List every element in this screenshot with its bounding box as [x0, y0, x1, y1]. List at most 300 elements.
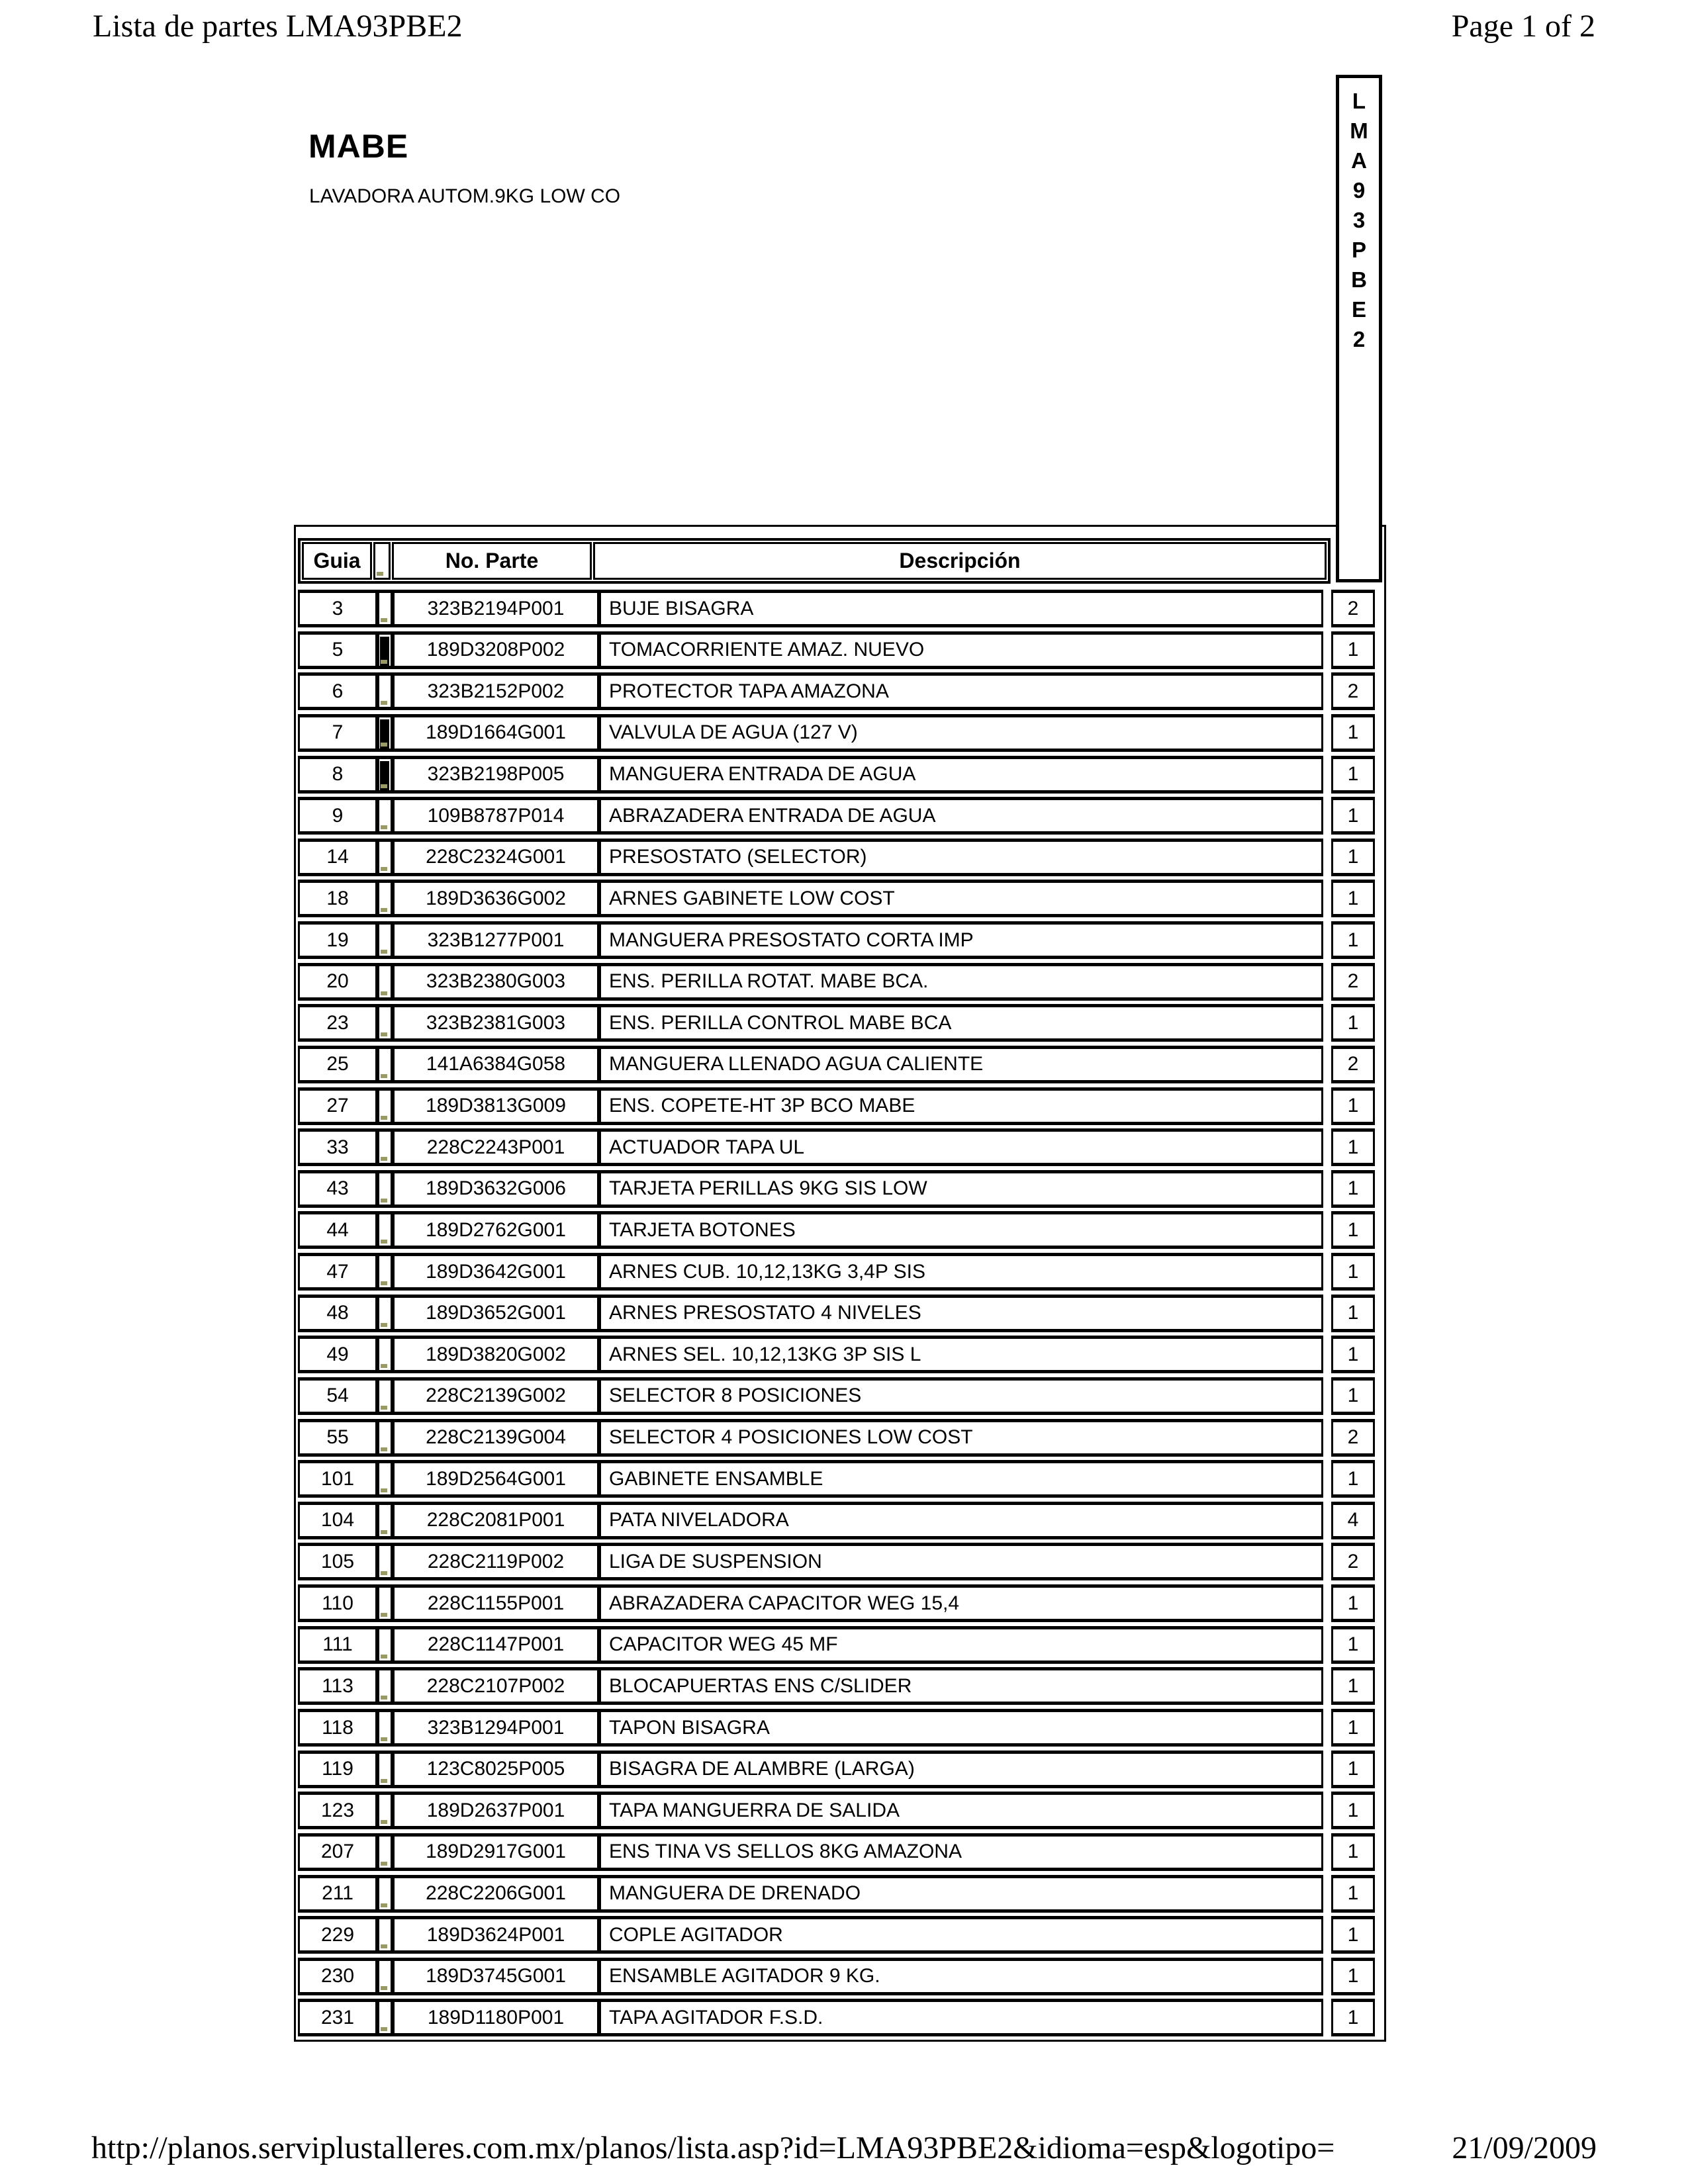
artifact-dash: [381, 1944, 387, 1948]
cell-description: ENS. PERILLA ROTAT. MABE BCA.: [599, 963, 1323, 1001]
table-row: [298, 1004, 1375, 1042]
cell-description: ENSAMBLE AGITADOR 9 KG.: [599, 1958, 1323, 1995]
cell-part-number: 228C1147P001: [393, 1626, 599, 1664]
cell-guia: 118: [298, 1709, 377, 1747]
table-row: [298, 839, 1375, 876]
cell-guia: 101: [298, 1460, 377, 1498]
artifact-dash: [381, 1530, 387, 1534]
cell-description: SELECTOR 8 POSICIONES: [599, 1377, 1323, 1415]
row-gap: [1323, 880, 1331, 917]
cell-quantity: 1: [1331, 1004, 1375, 1042]
table-row: [298, 797, 1375, 835]
cell-description: TAPON BISAGRA: [599, 1709, 1323, 1747]
artifact-dash: [381, 2027, 387, 2031]
artifact-dash: [381, 1655, 387, 1659]
model-letter: P: [1351, 238, 1366, 262]
cell-marker: [377, 1046, 393, 1083]
cell-description: ARNES SEL. 10,12,13KG 3P SIS L: [599, 1336, 1323, 1373]
cell-part-number: 228C2139G002: [393, 1377, 599, 1415]
cell-marker: [377, 1833, 393, 1871]
model-letter: A: [1351, 148, 1367, 173]
cell-part-number: 189D3820G002: [393, 1336, 599, 1373]
artifact-dash: [381, 1903, 387, 1907]
table-row: [298, 1792, 1375, 1829]
column-header-guia: Guia: [302, 542, 372, 580]
cell-guia: 6: [298, 672, 377, 710]
cell-marker: [377, 1336, 393, 1373]
cell-quantity: 1: [1331, 1211, 1375, 1249]
cell-part-number: 189D3624P001: [393, 1916, 599, 1954]
table-row: [298, 714, 1375, 752]
cell-guia: 111: [298, 1626, 377, 1664]
table-row: [298, 1170, 1375, 1208]
row-gap: [1323, 1999, 1331, 2036]
cell-description: PRESOSTATO (SELECTOR): [599, 839, 1323, 876]
cell-part-number: 323B2198P005: [393, 756, 599, 794]
cell-marker: [377, 839, 393, 876]
cell-quantity: 1: [1331, 1626, 1375, 1664]
cell-guia: 48: [298, 1295, 377, 1332]
cell-marker: [377, 1170, 393, 1208]
table-row: [298, 1377, 1375, 1415]
table-row: [298, 672, 1375, 710]
cell-description: COPLE AGITADOR: [599, 1916, 1323, 1954]
cell-description: ABRAZADERA CAPACITOR WEG 15,4: [599, 1584, 1323, 1622]
cell-part-number: 228C2324G001: [393, 839, 599, 876]
cell-marker: [377, 1004, 393, 1042]
artifact-dash: [381, 1032, 387, 1036]
model-letter: B: [1351, 267, 1367, 292]
cell-part-number: 109B8787P014: [393, 797, 599, 835]
column-header-parte: No. Parte: [392, 542, 592, 580]
cell-guia: 3: [298, 590, 377, 627]
table-row: [298, 1543, 1375, 1580]
cell-marker: [377, 1875, 393, 1913]
cell-part-number: 228C2107P002: [393, 1667, 599, 1705]
cell-description: SELECTOR 4 POSICIONES LOW COST: [599, 1419, 1323, 1457]
cell-part-number: 323B1277P001: [393, 921, 599, 959]
cell-marker: [377, 756, 393, 794]
row-gap: [1323, 1170, 1331, 1208]
cell-description: ENS TINA VS SELLOS 8KG AMAZONA: [599, 1833, 1323, 1871]
cell-part-number: 189D3652G001: [393, 1295, 599, 1332]
artifact-dash: [381, 908, 387, 912]
cell-guia: 33: [298, 1128, 377, 1166]
row-gap: [1323, 1087, 1331, 1125]
cell-guia: 25: [298, 1046, 377, 1083]
cell-guia: 5: [298, 631, 377, 669]
cell-part-number: 189D3813G009: [393, 1087, 599, 1125]
cell-quantity: 1: [1331, 921, 1375, 959]
cell-guia: 20: [298, 963, 377, 1001]
column-header-marker: [373, 542, 391, 580]
cell-quantity: 1: [1331, 1460, 1375, 1498]
cell-description: LIGA DE SUSPENSION: [599, 1543, 1323, 1580]
cell-marker: [377, 714, 393, 752]
cell-quantity: 1: [1331, 714, 1375, 752]
row-gap: [1323, 1419, 1331, 1457]
cell-quantity: 1: [1331, 1999, 1375, 2036]
cell-description: TOMACORRIENTE AMAZ. NUEVO: [599, 631, 1323, 669]
cell-description: GABINETE ENSAMBLE: [599, 1460, 1323, 1498]
cell-marker: [377, 1419, 393, 1457]
cell-part-number: 228C2139G004: [393, 1419, 599, 1457]
cell-part-number: 189D3745G001: [393, 1958, 599, 1995]
cell-marker: [377, 1626, 393, 1664]
artifact-dash: [381, 1074, 387, 1078]
row-gap: [1323, 1626, 1331, 1664]
cell-description: MANGUERA DE DRENADO: [599, 1875, 1323, 1913]
cell-quantity: 1: [1331, 1709, 1375, 1747]
column-header-descripcion: Descripción: [593, 542, 1327, 580]
table-row: [298, 1460, 1375, 1498]
footer-date: 21/09/2009: [1452, 2130, 1597, 2165]
cell-part-number: 228C2081P001: [393, 1502, 599, 1539]
row-gap: [1323, 839, 1331, 876]
artifact-dash: [381, 950, 387, 954]
table-row: [298, 756, 1375, 794]
artifact-dash: [381, 1613, 387, 1617]
artifact-dash: [381, 1281, 387, 1285]
table-row: [298, 921, 1375, 959]
model-letter: L: [1352, 89, 1366, 113]
cell-description: TARJETA BOTONES: [599, 1211, 1323, 1249]
artifact-dash: [381, 1779, 387, 1783]
table-row: [298, 1751, 1375, 1788]
page-number: Page 1 of 2: [1451, 9, 1595, 44]
cell-marker: [377, 1999, 393, 2036]
table-row: [298, 1667, 1375, 1705]
row-gap: [1323, 1253, 1331, 1291]
cell-description: ARNES PRESOSTATO 4 NIVELES: [599, 1295, 1323, 1332]
row-gap: [1323, 921, 1331, 959]
brand-name: MABE: [308, 128, 409, 165]
cell-guia: 123: [298, 1792, 377, 1829]
artifact-dash: [381, 784, 387, 788]
row-gap: [1323, 756, 1331, 794]
table-row: [298, 1295, 1375, 1332]
cell-guia: 110: [298, 1584, 377, 1622]
table-row: [298, 880, 1375, 917]
table-row: [298, 1502, 1375, 1539]
cell-quantity: 1: [1331, 839, 1375, 876]
row-gap: [1323, 631, 1331, 669]
cell-marker: [377, 1584, 393, 1622]
document-title: Lista de partes LMA93PBE2: [93, 9, 463, 44]
cell-quantity: 2: [1331, 1543, 1375, 1580]
artifact-dash: [381, 825, 387, 829]
row-gap: [1323, 1709, 1331, 1747]
cell-description: ACTUADOR TAPA UL: [599, 1128, 1323, 1166]
table-row: [298, 963, 1375, 1001]
artifact-dash: [381, 1820, 387, 1824]
artifact-dash: [381, 1696, 387, 1700]
cell-marker: [377, 631, 393, 669]
cell-part-number: 323B2381G003: [393, 1004, 599, 1042]
cell-guia: 119: [298, 1751, 377, 1788]
artifact-dash: [381, 1116, 387, 1120]
model-letter: 9: [1352, 178, 1366, 203]
table-row: [298, 631, 1375, 669]
row-gap: [1323, 1377, 1331, 1415]
cell-marker: [377, 1253, 393, 1291]
cell-quantity: 2: [1331, 963, 1375, 1001]
cell-description: ABRAZADERA ENTRADA DE AGUA: [599, 797, 1323, 835]
cell-guia: 27: [298, 1087, 377, 1125]
cell-part-number: 141A6384G058: [393, 1046, 599, 1083]
cell-marker: [377, 921, 393, 959]
table-row: [298, 1958, 1375, 1995]
cell-part-number: 228C2119P002: [393, 1543, 599, 1580]
row-gap: [1323, 1460, 1331, 1498]
cell-quantity: 1: [1331, 1916, 1375, 1954]
table-row: [298, 1626, 1375, 1664]
cell-quantity: 1: [1331, 1336, 1375, 1373]
cell-marker: [377, 1087, 393, 1125]
cell-guia: 207: [298, 1833, 377, 1871]
cell-guia: 54: [298, 1377, 377, 1415]
artifact-dash: [381, 660, 387, 664]
cell-marker: [377, 1792, 393, 1829]
cell-description: BLOCAPUERTAS ENS C/SLIDER: [599, 1667, 1323, 1705]
cell-quantity: 1: [1331, 631, 1375, 669]
table-row: [298, 1833, 1375, 1871]
table-bottom-border: [294, 2040, 1386, 2042]
cell-description: VALVULA DE AGUA (127 V): [599, 714, 1323, 752]
artifact-dash: [381, 743, 387, 747]
footer-url: http://planos.serviplustalleres.com.mx/planos/lista.asp?id=LMA93PBE2&idioma=esp&logotipo=: [91, 2130, 1335, 2165]
row-gap: [1323, 1295, 1331, 1332]
cell-description: ARNES GABINETE LOW COST: [599, 880, 1323, 917]
cell-part-number: 323B1294P001: [393, 1709, 599, 1747]
model-code-vertical-box: [1336, 75, 1382, 582]
cell-description: ENS. PERILLA CONTROL MABE BCA: [599, 1004, 1323, 1042]
cell-quantity: 1: [1331, 880, 1375, 917]
cell-guia: 18: [298, 880, 377, 917]
table-row: [298, 1709, 1375, 1747]
cell-guia: 113: [298, 1667, 377, 1705]
table-row: [298, 1999, 1375, 2036]
cell-quantity: 1: [1331, 1958, 1375, 1995]
cell-guia: 55: [298, 1419, 377, 1457]
cell-part-number: 323B2380G003: [393, 963, 599, 1001]
table-row: [298, 1087, 1375, 1125]
artifact-dash: [381, 1323, 387, 1327]
cell-quantity: 1: [1331, 1377, 1375, 1415]
cell-quantity: 1: [1331, 797, 1375, 835]
cell-guia: 49: [298, 1336, 377, 1373]
cell-guia: 230: [298, 1958, 377, 1995]
cell-quantity: 2: [1331, 1419, 1375, 1457]
cell-description: BUJE BISAGRA: [599, 590, 1323, 627]
cell-part-number: 189D2917G001: [393, 1833, 599, 1871]
artifact-dash: [381, 618, 387, 622]
cell-description: TAPA MANGUERRA DE SALIDA: [599, 1792, 1323, 1829]
cell-guia: 231: [298, 1999, 377, 2036]
cell-quantity: 2: [1331, 1046, 1375, 1083]
cell-marker: [377, 1916, 393, 1954]
cell-guia: 104: [298, 1502, 377, 1539]
table-row: [298, 1211, 1375, 1249]
row-gap: [1323, 1336, 1331, 1373]
model-letter: 2: [1352, 327, 1366, 351]
row-gap: [1323, 672, 1331, 710]
cell-part-number: 189D2637P001: [393, 1792, 599, 1829]
artifact-dash: [381, 1364, 387, 1368]
cell-quantity: 1: [1331, 1792, 1375, 1829]
artifact-dash: [381, 1488, 387, 1492]
cell-marker: [377, 1751, 393, 1788]
cell-guia: 105: [298, 1543, 377, 1580]
row-gap: [1323, 1046, 1331, 1083]
cell-quantity: 1: [1331, 756, 1375, 794]
cell-quantity: 1: [1331, 1170, 1375, 1208]
cell-quantity: 1: [1331, 1253, 1375, 1291]
artifact-dash: [381, 1406, 387, 1410]
cell-description: ENS. COPETE-HT 3P BCO MABE: [599, 1087, 1323, 1125]
cell-part-number: 323B2152P002: [393, 672, 599, 710]
artifact-dash: [381, 1571, 387, 1575]
row-gap: [1323, 1543, 1331, 1580]
cell-marker: [377, 1502, 393, 1539]
artifact-dash: [381, 1447, 387, 1451]
row-gap: [1323, 797, 1331, 835]
cell-guia: 229: [298, 1916, 377, 1954]
cell-marker: [377, 1667, 393, 1705]
cell-quantity: 1: [1331, 1087, 1375, 1125]
artifact-dash: [381, 1986, 387, 1990]
cell-marker: [377, 1460, 393, 1498]
row-gap: [1323, 714, 1331, 752]
table-row: [298, 1336, 1375, 1373]
row-gap: [1323, 1751, 1331, 1788]
table-row: [298, 1128, 1375, 1166]
cell-marker: [377, 1377, 393, 1415]
cell-quantity: 1: [1331, 1667, 1375, 1705]
cell-quantity: 1: [1331, 1875, 1375, 1913]
row-gap: [1323, 1958, 1331, 1995]
cell-guia: 7: [298, 714, 377, 752]
cell-part-number: 189D3642G001: [393, 1253, 599, 1291]
artifact-dash: [377, 572, 383, 576]
cell-guia: 43: [298, 1170, 377, 1208]
artifact-dash: [381, 1199, 387, 1203]
row-gap: [1323, 1584, 1331, 1622]
table-header-row: [298, 538, 1331, 584]
cell-part-number: 189D1180P001: [393, 1999, 599, 2036]
cell-marker: [377, 1709, 393, 1747]
row-gap: [1323, 1667, 1331, 1705]
cell-part-number: 228C1155P001: [393, 1584, 599, 1622]
row-gap: [1323, 1916, 1331, 1954]
row-gap: [1323, 1004, 1331, 1042]
artifact-dash: [381, 1862, 387, 1866]
cell-description: MANGUERA LLENADO AGUA CALIENTE: [599, 1046, 1323, 1083]
cell-description: TAPA AGITADOR F.S.D.: [599, 1999, 1323, 2036]
cell-part-number: 189D1664G001: [393, 714, 599, 752]
cell-description: MANGUERA PRESOSTATO CORTA IMP: [599, 921, 1323, 959]
cell-guia: 19: [298, 921, 377, 959]
row-gap: [1323, 1211, 1331, 1249]
cell-part-number: 189D3636G002: [393, 880, 599, 917]
row-gap: [1323, 1502, 1331, 1539]
table-row: [298, 1419, 1375, 1457]
artifact-dash: [381, 991, 387, 995]
model-letter: M: [1350, 118, 1368, 143]
cell-quantity: 1: [1331, 1833, 1375, 1871]
cell-marker: [377, 1958, 393, 1995]
cell-marker: [377, 590, 393, 627]
artifact-dash: [381, 867, 387, 871]
cell-guia: 47: [298, 1253, 377, 1291]
table-row: [298, 1046, 1375, 1083]
row-gap: [1323, 1792, 1331, 1829]
row-gap: [1323, 1128, 1331, 1166]
table-row: [298, 1875, 1375, 1913]
cell-quantity: 1: [1331, 1295, 1375, 1332]
cell-quantity: 4: [1331, 1502, 1375, 1539]
table-row: [298, 590, 1375, 627]
cell-description: CAPACITOR WEG 45 MF: [599, 1626, 1323, 1664]
cell-guia: 211: [298, 1875, 377, 1913]
cell-guia: 14: [298, 839, 377, 876]
cell-part-number: 228C2206G001: [393, 1875, 599, 1913]
cell-guia: 9: [298, 797, 377, 835]
cell-marker: [377, 797, 393, 835]
cell-description: BISAGRA DE ALAMBRE (LARGA): [599, 1751, 1323, 1788]
cell-quantity: 1: [1331, 1128, 1375, 1166]
cell-description: PROTECTOR TAPA AMAZONA: [599, 672, 1323, 710]
cell-part-number: 228C2243P001: [393, 1128, 599, 1166]
cell-marker: [377, 1128, 393, 1166]
artifact-dash: [381, 1240, 387, 1244]
table-row: [298, 1916, 1375, 1954]
cell-marker: [377, 1295, 393, 1332]
artifact-dash: [381, 701, 387, 705]
cell-quantity: 1: [1331, 1751, 1375, 1788]
cell-quantity: 2: [1331, 672, 1375, 710]
row-gap: [1323, 963, 1331, 1001]
artifact-dash: [381, 1737, 387, 1741]
cell-description: ARNES CUB. 10,12,13KG 3,4P SIS: [599, 1253, 1323, 1291]
table-row: [298, 1253, 1375, 1291]
cell-marker: [377, 1211, 393, 1249]
model-letter: 3: [1352, 208, 1366, 232]
cell-marker: [377, 1543, 393, 1580]
cell-description: PATA NIVELADORA: [599, 1502, 1323, 1539]
model-letter: E: [1351, 297, 1366, 322]
row-gap: [1323, 1875, 1331, 1913]
cell-part-number: 189D3208P002: [393, 631, 599, 669]
row-gap: [1323, 590, 1331, 627]
cell-quantity: 1: [1331, 1584, 1375, 1622]
row-gap: [1323, 1833, 1331, 1871]
cell-guia: 23: [298, 1004, 377, 1042]
cell-marker: [377, 672, 393, 710]
artifact-dash: [381, 1157, 387, 1161]
cell-quantity: 2: [1331, 590, 1375, 627]
table-row: [298, 1584, 1375, 1622]
cell-part-number: 189D2564G001: [393, 1460, 599, 1498]
cell-part-number: 189D2762G001: [393, 1211, 599, 1249]
cell-part-number: 323B2194P001: [393, 590, 599, 627]
cell-guia: 8: [298, 756, 377, 794]
cell-part-number: 189D3632G006: [393, 1170, 599, 1208]
cell-marker: [377, 963, 393, 1001]
brand-subtitle: LAVADORA AUTOM.9KG LOW CO: [309, 185, 621, 207]
cell-part-number: 123C8025P005: [393, 1751, 599, 1788]
cell-description: MANGUERA ENTRADA DE AGUA: [599, 756, 1323, 794]
